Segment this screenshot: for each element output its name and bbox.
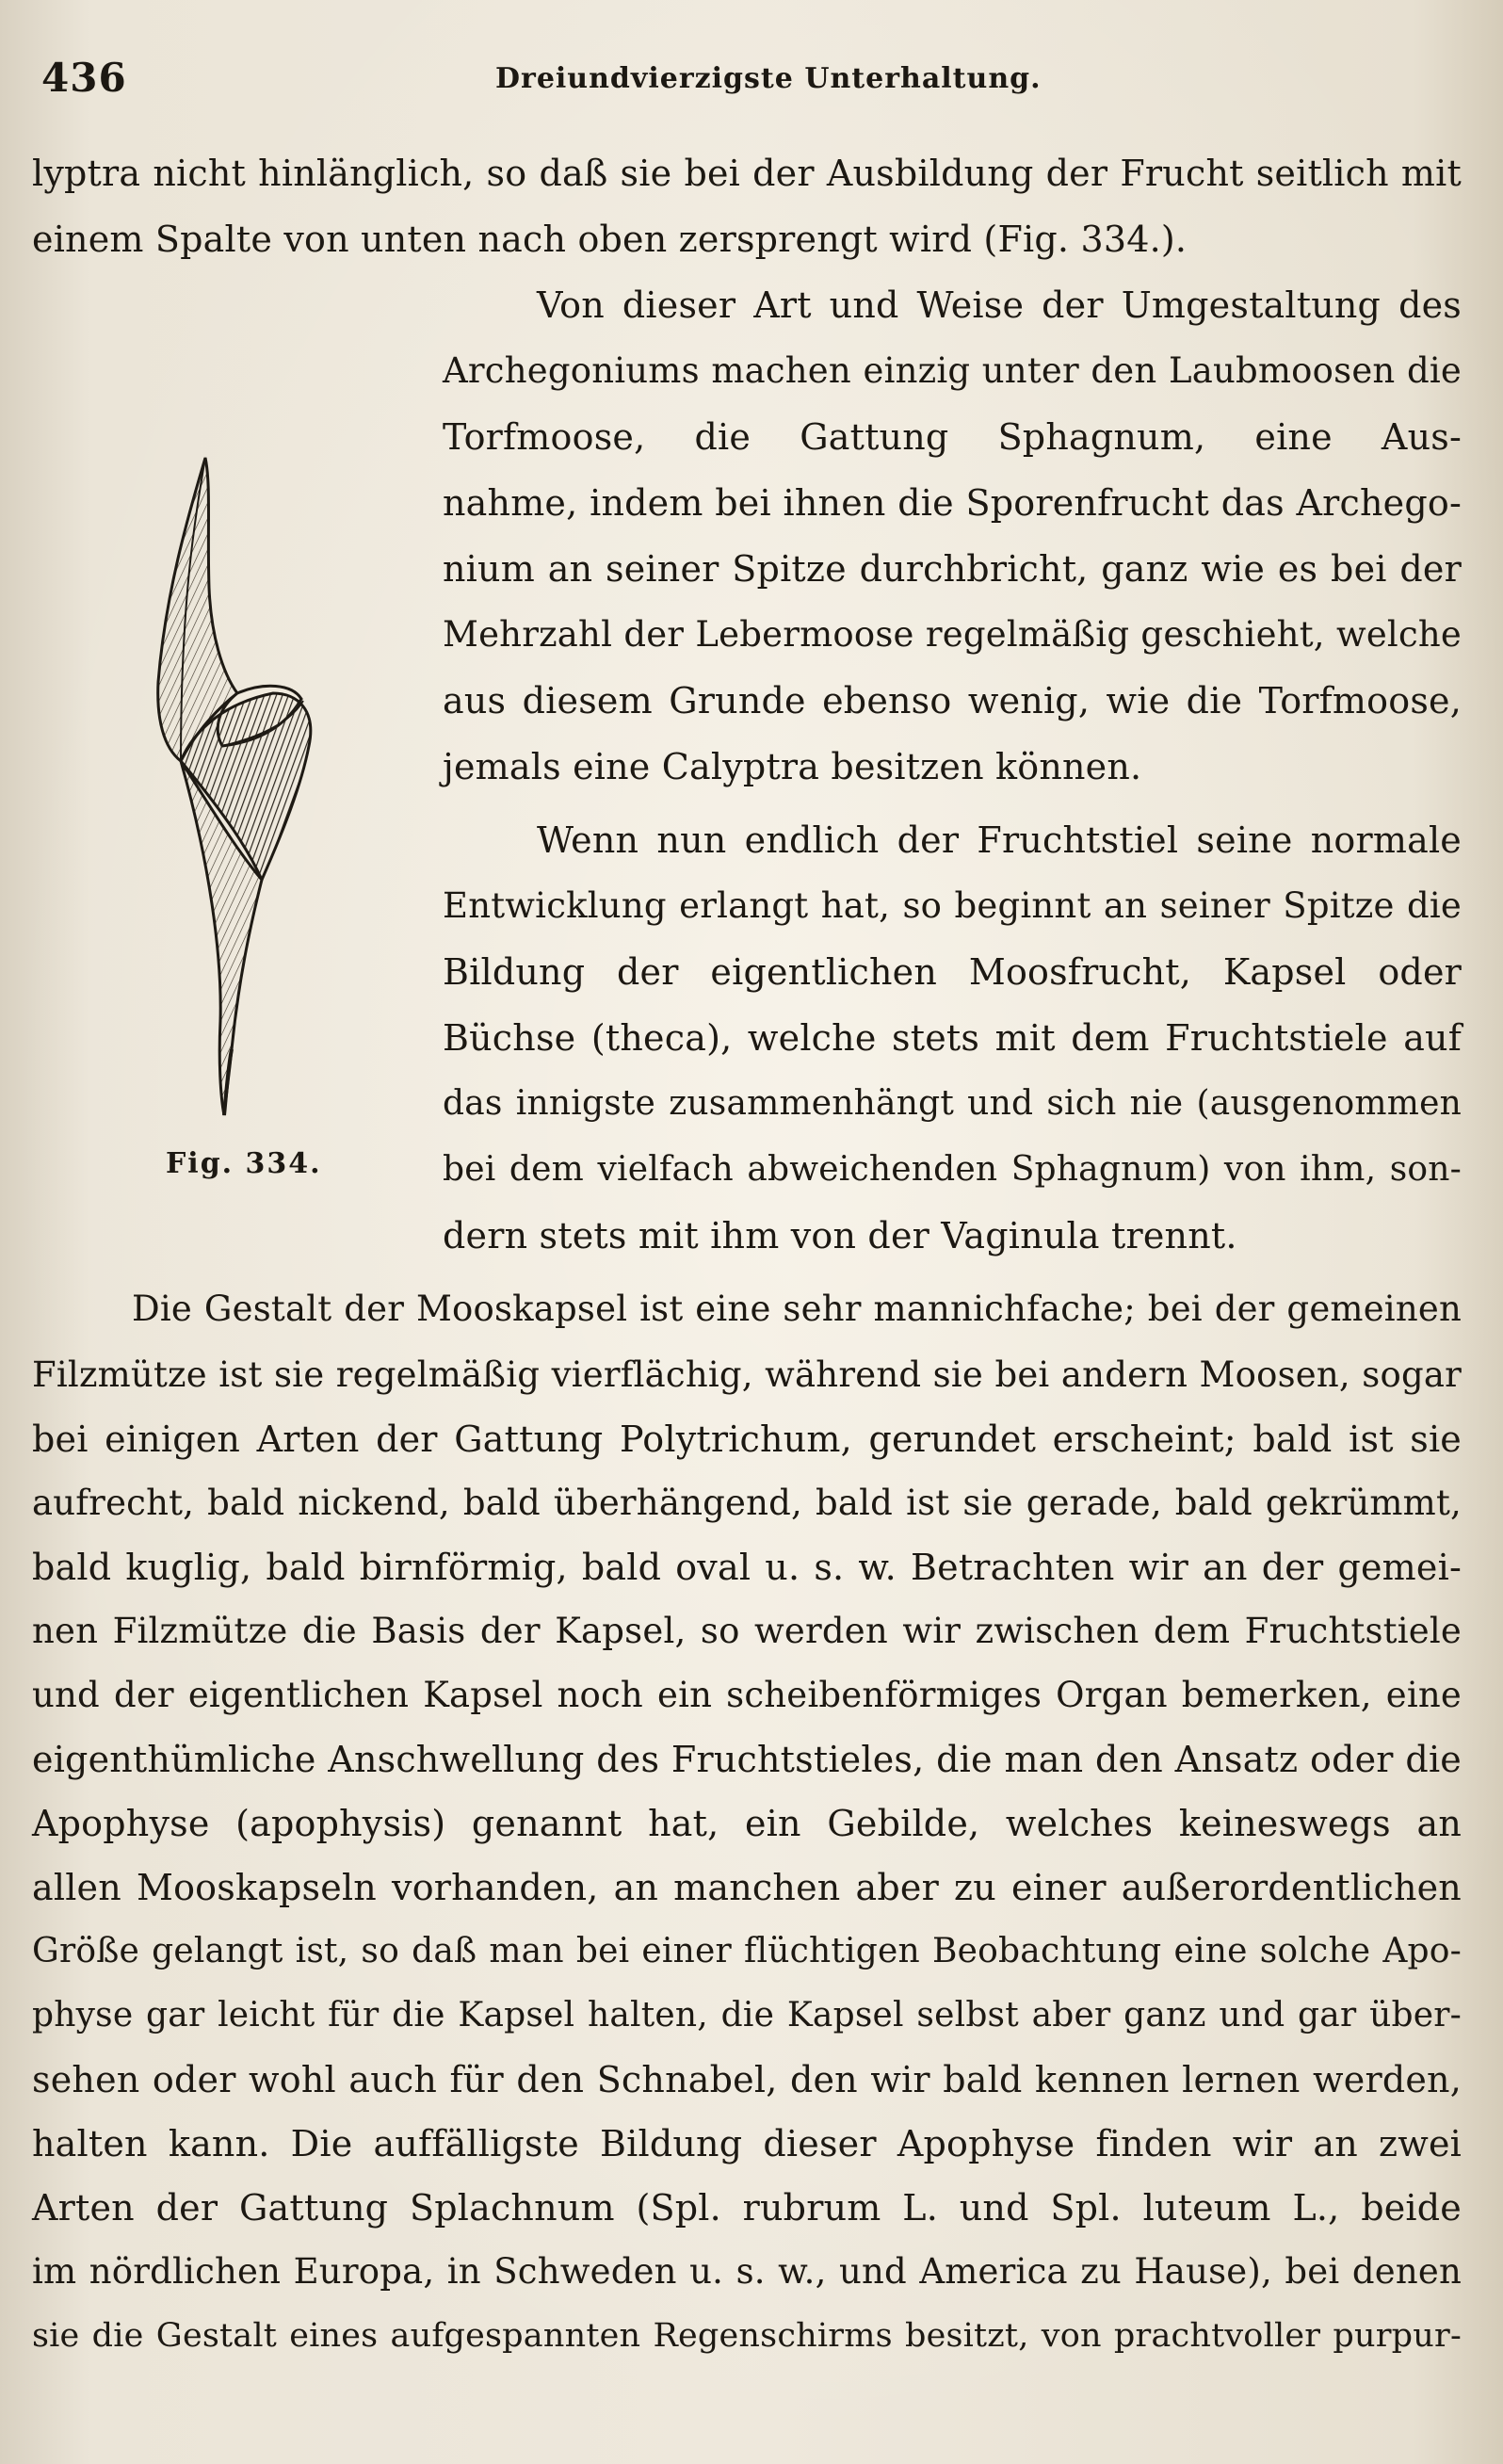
text-line: physe gar leicht für die Kapsel halten, die Kapsel selbst aber ganz und gar über-	[32, 1996, 1462, 2034]
text-line: Bildung der eigentlichen Moosfrucht, Kapsel oder	[443, 951, 1462, 993]
text-line: Die Gestalt der Mooskapsel ist eine sehr mannichfache; bei der gemeinen	[132, 1289, 1462, 1329]
text-line: lyptra nicht hinlänglich, so daß sie bei der Ausbildung der Frucht seitlich mit	[32, 153, 1462, 194]
text-line: sehen oder wohl auch für den Schnabel, den wir bald kennen lernen werden,	[32, 2059, 1462, 2100]
text-line: Torfmoose, die Gattung Sphagnum, eine Aus-	[443, 416, 1462, 458]
text-line: Filzmütze ist sie regelmäßig vierflächig, während sie bei andern Moosen, sogar	[32, 1354, 1462, 1395]
text-line: Mehrzahl der Lebermoose regelmäßig geschieht, welche	[443, 614, 1462, 655]
text-line: Entwicklung erlangt hat, so beginnt an seiner Spitze die	[443, 885, 1462, 926]
text-line: eigenthümliche Anschwellung des Fruchtstieles, die man den Ansatz oder die	[32, 1739, 1462, 1780]
moss-calyptra-illustration	[132, 446, 358, 1125]
text-line: Wenn nun endlich der Fruchtstiel seine normale	[537, 819, 1462, 861]
text-line: nium an seiner Spitze durchbricht, ganz wie es bei der	[443, 548, 1462, 590]
text-line: das innigste zusammenhängt und sich nie (ausgenommen	[443, 1084, 1462, 1123]
text-line: jemals eine Calyptra besitzen können.	[443, 746, 1142, 787]
text-line: und der eigentlichen Kapsel noch ein scheibenförmiges Organ bemerken, eine	[32, 1675, 1462, 1715]
text-line: dern stets mit ihm von der Vaginula trennt.	[443, 1215, 1237, 1256]
running-head: Dreiundvierzigste Unterhaltung.	[495, 62, 1042, 95]
text-line: bald kuglig, bald birnförmig, bald oval u. s. w. Betrachten wir an der gemei-	[32, 1547, 1462, 1588]
text-line: nahme, indem bei ihnen die Sporenfrucht das Archego-	[443, 482, 1462, 524]
text-line: Büchse (theca), welche stets mit dem Fruchtstiele auf	[443, 1017, 1462, 1059]
text-line: Von dieser Art und Weise der Umgestaltung des	[537, 284, 1462, 326]
text-line: bei dem vielfach abweichenden Sphagnum) von ihm, son-	[443, 1150, 1462, 1189]
page-number: 436	[41, 55, 127, 101]
text-line: sie die Gestalt eines aufgespannten Regenschirms besitzt, von prachtvoller purpur-	[32, 2317, 1462, 2355]
text-line: allen Mooskapseln vorhanden, an manchen aber zu einer außerordentlichen	[32, 1867, 1462, 1908]
text-line: aufrecht, bald nickend, bald überhängend, bald ist sie gerade, bald gekrümmt,	[32, 1483, 1462, 1523]
text-line: einem Spalte von unten nach oben zersprengt wird (Fig. 334.).	[32, 219, 1188, 260]
text-line: Größe gelangt ist, so daß man bei einer flüchtigen Beobachtung eine solche Apo-	[32, 1932, 1462, 1970]
text-line: Archegoniums machen einzig unter den Laubmoosen die	[443, 350, 1462, 391]
text-line: halten kann. Die auffälligste Bildung dieser Apophyse finden wir an zwei	[32, 2123, 1462, 2164]
text-line: nen Filzmütze die Basis der Kapsel, so werden wir zwischen dem Fruchtstiele	[32, 1611, 1462, 1651]
text-line: Arten der Gattung Splachnum (Spl. rubrum L. und Spl. luteum L., beide	[32, 2187, 1462, 2229]
page-header	[41, 55, 1454, 111]
text-line: aus diesem Grunde ebenso wenig, wie die Torfmoose,	[443, 680, 1462, 721]
text-line: im nördlichen Europa, in Schweden u. s. w., und America zu Hause), bei denen	[32, 2251, 1462, 2292]
text-line: Apophyse (apophysis) genannt hat, ein Gebilde, welches keineswegs an	[32, 1803, 1462, 1844]
figure-caption: Fig. 334.	[166, 1147, 322, 1180]
text-line: bei einigen Arten der Gattung Polytrichum, gerundet erscheint; bald ist sie	[32, 1418, 1462, 1460]
